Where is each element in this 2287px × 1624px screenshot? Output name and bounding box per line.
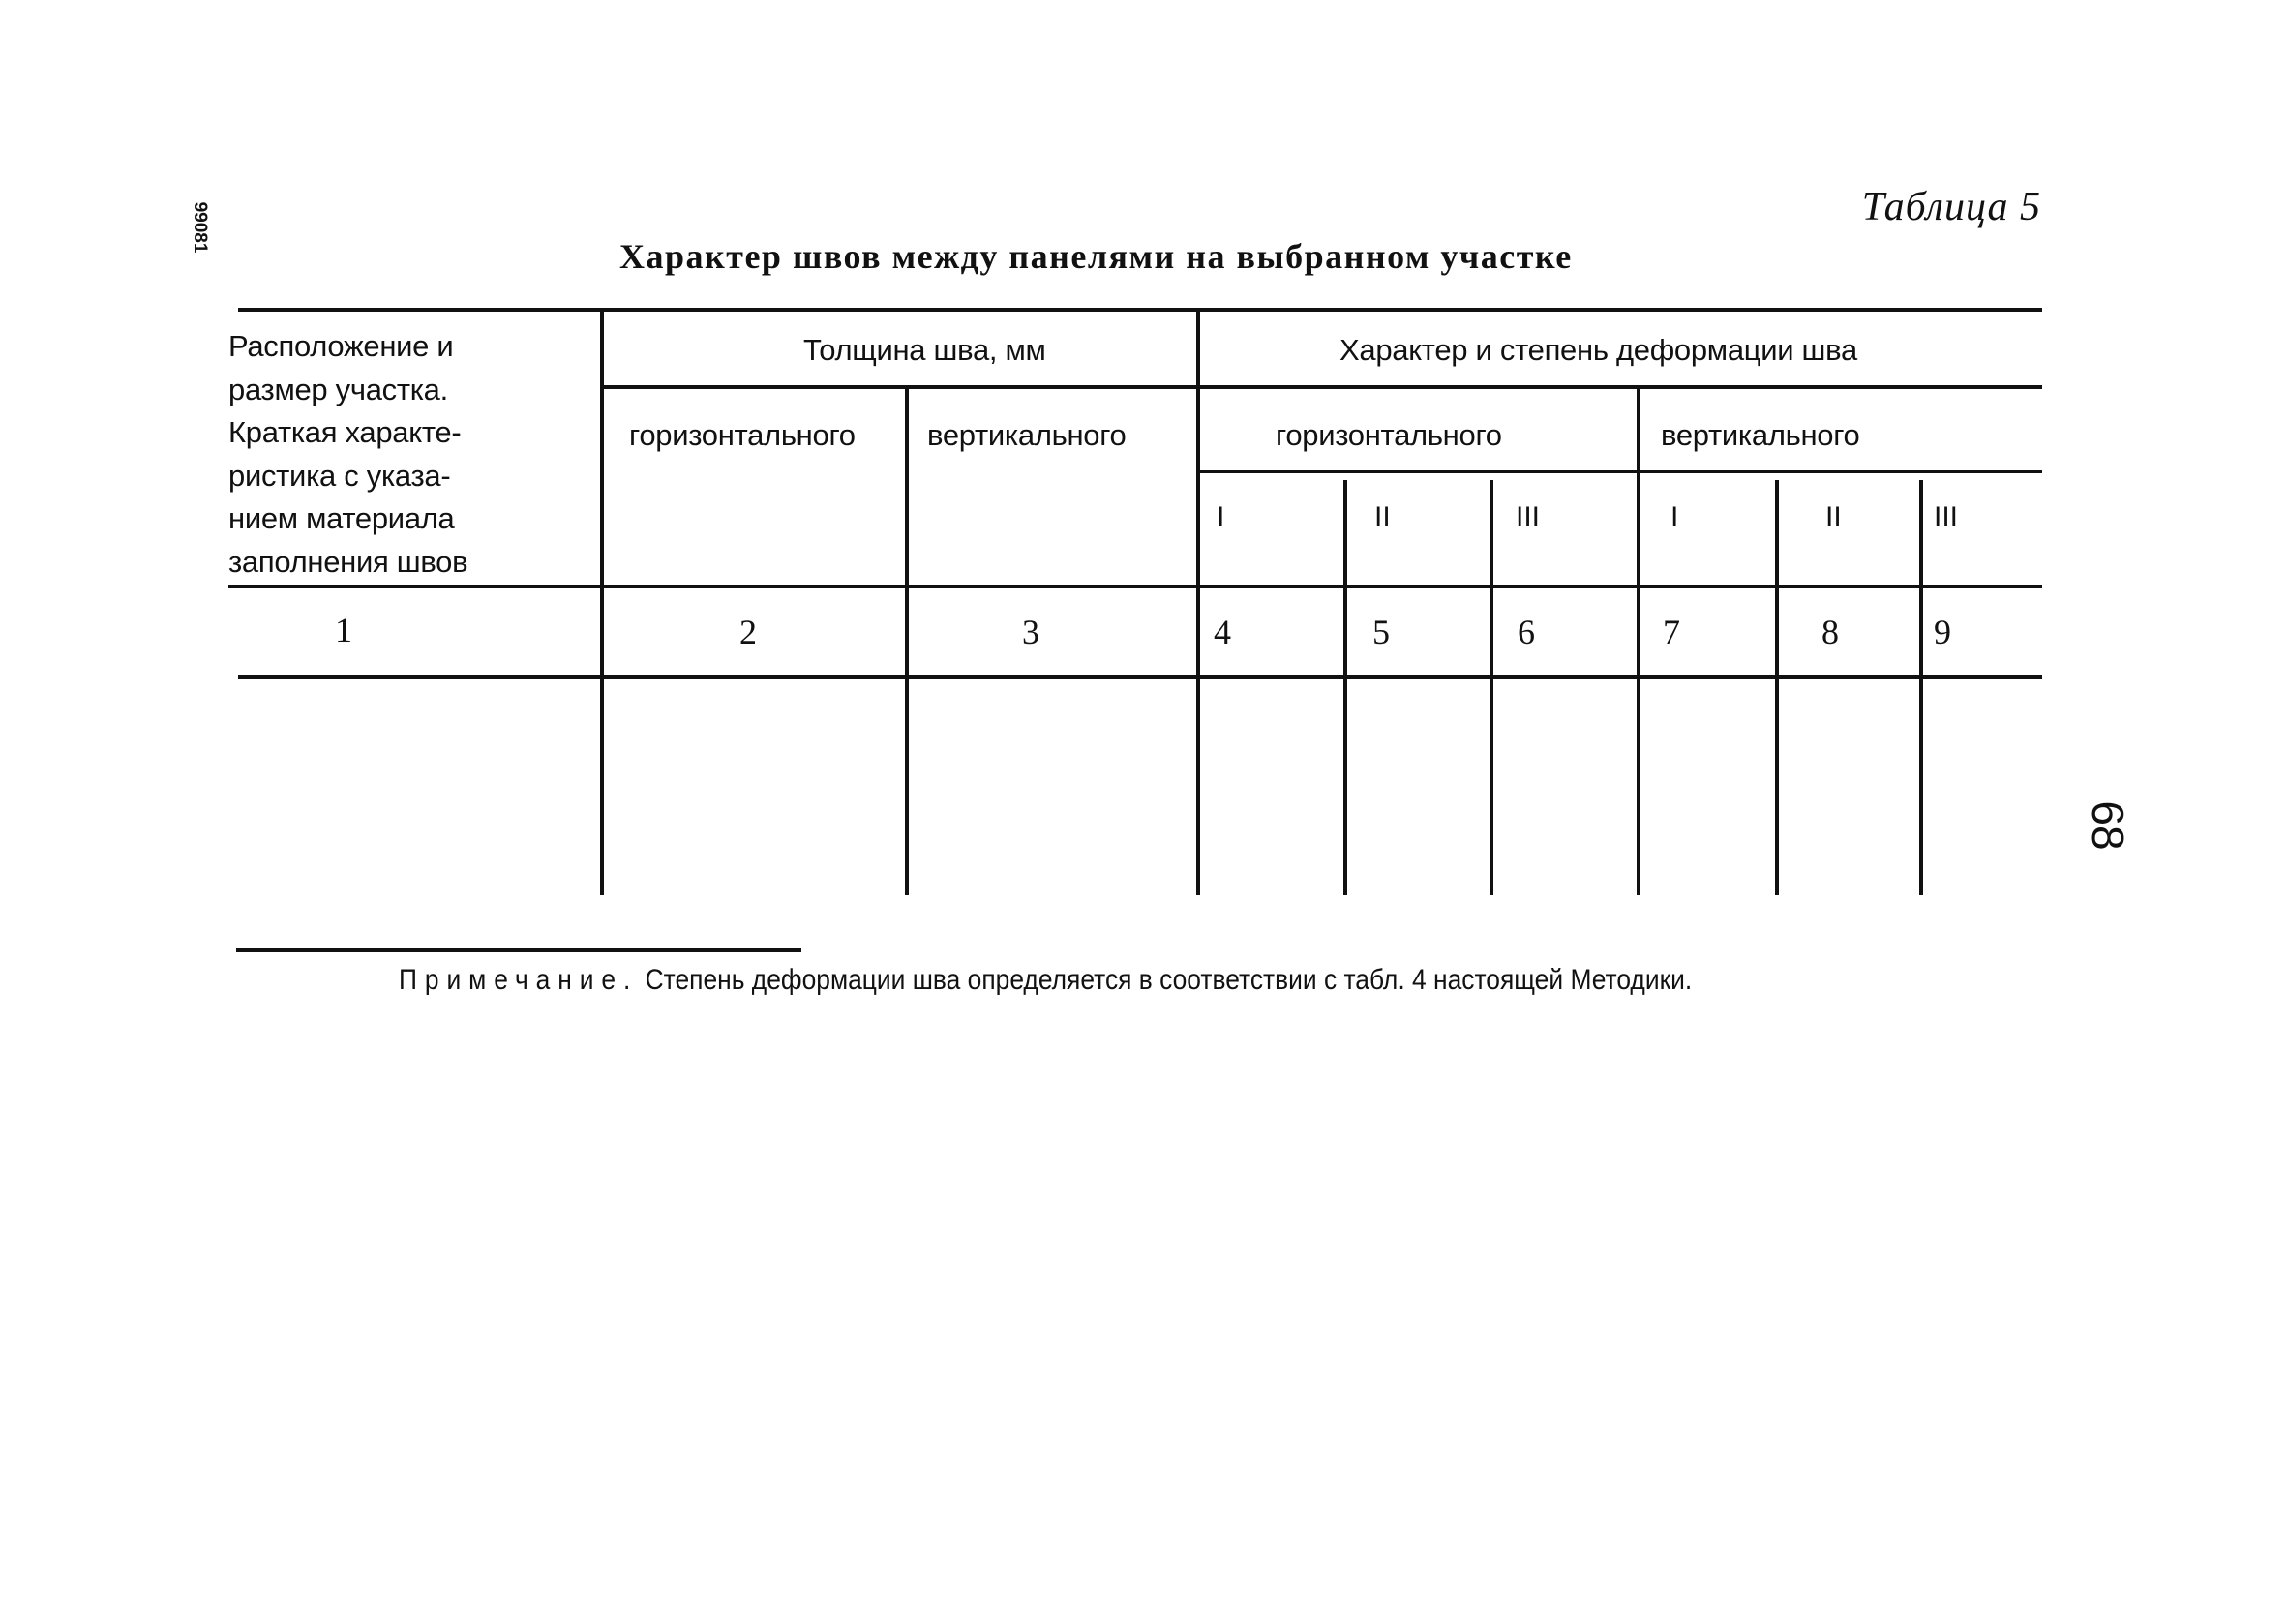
degree-label: II	[1374, 501, 1391, 533]
col-divider-3	[1196, 308, 1200, 895]
col-divider-5	[1490, 480, 1493, 895]
header-location-line: Краткая характе-	[228, 415, 462, 449]
column-number: 8	[1821, 613, 1839, 651]
header-location-line: нием материала	[228, 501, 455, 535]
column-number: 1	[335, 611, 352, 649]
col-divider-7	[1775, 480, 1779, 895]
deformation-subgroup-rule	[1198, 470, 2042, 473]
table-label: Таблица 5	[1861, 185, 2041, 229]
page-number-text: 68	[2083, 800, 2133, 851]
column-number: 7	[1663, 613, 1680, 651]
col-divider-4	[1343, 480, 1347, 895]
col-divider-1	[600, 308, 604, 895]
header-bottom-rule	[228, 585, 2042, 588]
header-deformation-group: Характер и степень деформации шва	[1339, 333, 1857, 367]
header-location-cell	[228, 325, 519, 584]
thickness-group-rule	[602, 385, 2042, 389]
col-divider-8	[1919, 480, 1923, 895]
header-location-line: заполнения швов	[228, 544, 468, 579]
degree-label: III	[1934, 501, 1959, 533]
header-location-line: Расположение и	[228, 329, 454, 363]
margin-code	[180, 194, 219, 261]
note-separator	[236, 948, 801, 952]
table-top-rule	[238, 308, 2042, 312]
col-divider-2	[905, 387, 909, 895]
note-text: Степень деформации шва определяется в соответствии с табл. 4 настоящей Методики.	[638, 964, 1693, 996]
note-prefix: Примечание.	[399, 964, 639, 996]
degree-label: II	[1825, 501, 1842, 533]
header-deformation-horizontal: горизонтального	[1276, 418, 1502, 452]
column-number: 3	[1022, 613, 1039, 651]
degree-label: I	[1670, 501, 1679, 533]
column-number: 4	[1214, 613, 1231, 651]
page-number	[2079, 792, 2137, 859]
degree-label: III	[1516, 501, 1541, 533]
header-location-line: ристика с указа-	[228, 458, 451, 493]
column-number: 9	[1934, 613, 1951, 651]
numbers-bottom-rule	[238, 675, 2042, 679]
header-thickness-horizontal: горизонтального	[629, 418, 856, 452]
header-thickness-group: Толщина шва, мм	[803, 333, 1046, 367]
header-location-line: размер участка.	[228, 372, 448, 406]
header-deformation-vertical: вертикального	[1661, 418, 1860, 452]
column-number: 5	[1372, 613, 1390, 651]
table-note	[399, 964, 1692, 997]
margin-code-text: 99081	[190, 201, 210, 254]
column-number: 2	[739, 613, 757, 651]
degree-label: I	[1217, 501, 1225, 533]
col-divider-6	[1637, 387, 1640, 895]
table-title: Характер швов между панелями на выбранном участке	[619, 237, 1573, 276]
header-thickness-vertical: вертикального	[927, 418, 1127, 452]
column-number: 6	[1518, 613, 1535, 651]
